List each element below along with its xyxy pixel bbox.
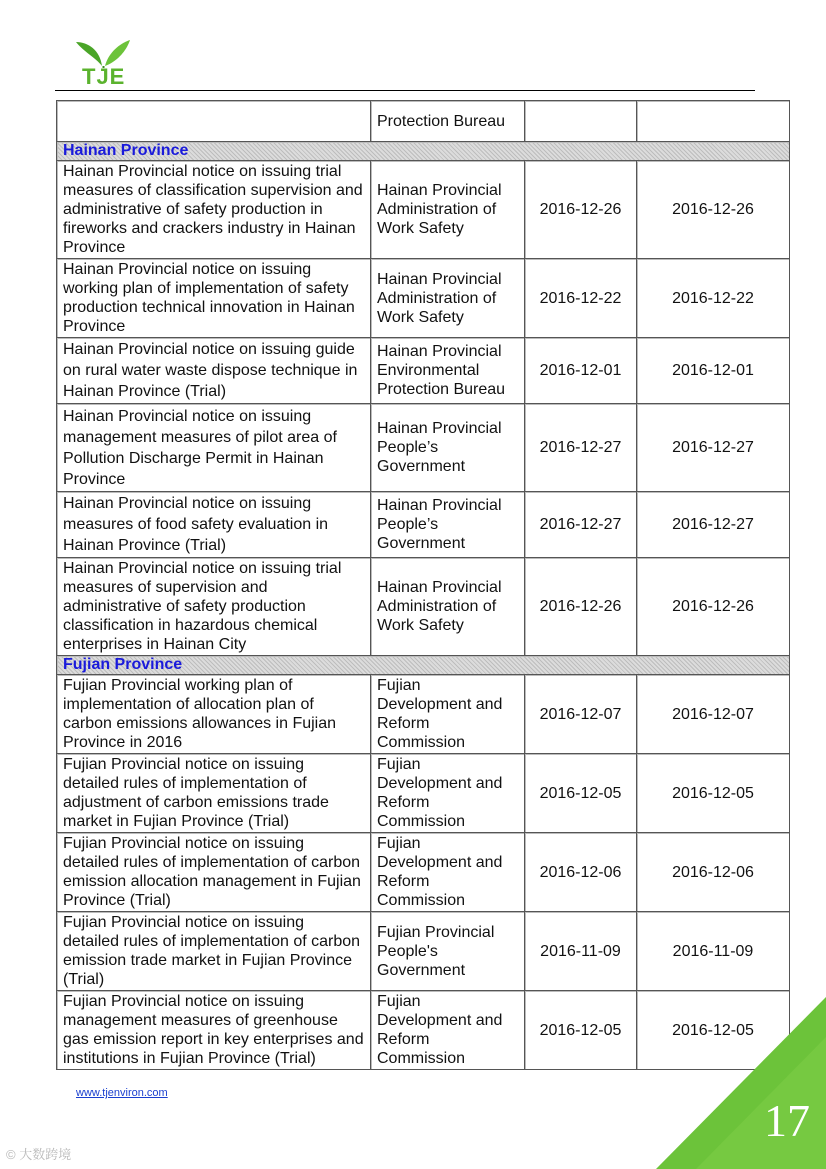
effective-date: 2016-12-06 xyxy=(637,833,790,912)
issuing-authority: Fujian Provincial People's Government xyxy=(371,912,525,991)
table-row xyxy=(57,912,790,991)
issuing-authority: Protection Bureau xyxy=(371,101,525,142)
regulations-table xyxy=(56,100,790,1070)
issuing-authority: Fujian Development and Reform Commission xyxy=(371,754,525,833)
regulation-title: Hainan Provincial notice on issuing trial measures of supervision and administrative of safety production classification in hazardous chemical enterprises in Hainan City xyxy=(57,558,371,656)
effective-date: 2016-12-07 xyxy=(637,675,790,754)
issue-date xyxy=(525,101,637,142)
issue-date: 2016-12-26 xyxy=(525,161,637,259)
regulation-title: Hainan Provincial notice on issuing trial measures of classification supervision and administrative of safety production in fireworks and crackers industry in Hainan Province xyxy=(57,161,371,259)
table-row xyxy=(57,675,790,754)
section-title: Fujian Province xyxy=(57,656,790,675)
effective-date: 2016-12-26 xyxy=(637,558,790,656)
issuing-authority: Hainan Provincial People’s Government xyxy=(371,492,525,558)
effective-date: 2016-12-26 xyxy=(637,161,790,259)
effective-date: 2016-12-22 xyxy=(637,259,790,338)
regulation-title: Fujian Provincial notice on issuing management measures of greenhouse gas emission report in key enterprises and institutions in Fujian Province (Trial) xyxy=(57,991,371,1070)
watermark-icon: © xyxy=(6,1147,16,1162)
regulation-title: Fujian Provincial working plan of implementation of allocation plan of carbon emissions allowances in Fujian Province in 2016 xyxy=(57,675,371,754)
logo-text: TJE xyxy=(82,64,126,89)
regulation-title: Hainan Provincial notice on issuing management measures of pilot area of Pollution Discharge Permit in Hainan Province xyxy=(57,404,371,492)
effective-date: 2016-12-05 xyxy=(637,754,790,833)
footer-website-link[interactable]: www.tjenviron.com xyxy=(76,1087,168,1099)
effective-date: 2016-12-01 xyxy=(637,338,790,404)
regulation-title: Hainan Provincial notice on issuing guide on rural water waste dispose technique in Hainan Province (Trial) xyxy=(57,338,371,404)
issue-date: 2016-12-05 xyxy=(525,991,637,1070)
table-row xyxy=(57,161,790,259)
page-number: 17 xyxy=(764,1095,810,1146)
table-row xyxy=(57,338,790,404)
regulation-title: Fujian Provincial notice on issuing detailed rules of implementation of adjustment of carbon emissions trade market in Fujian Province (Trial) xyxy=(57,754,371,833)
table-row xyxy=(57,404,790,492)
issuing-authority: Hainan Provincial People’s Government xyxy=(371,404,525,492)
issuing-authority: Hainan Provincial Administration of Work Safety xyxy=(371,558,525,656)
issuing-authority: Fujian Development and Reform Commission xyxy=(371,991,525,1070)
table-row xyxy=(57,558,790,656)
issuing-authority: Hainan Provincial Administration of Work Safety xyxy=(371,259,525,338)
regulation-title: Fujian Provincial notice on issuing detailed rules of implementation of carbon emission trade market in Fujian Province (Trial) xyxy=(57,912,371,991)
issuing-authority: Fujian Development and Reform Commission xyxy=(371,833,525,912)
section-title: Hainan Province xyxy=(57,142,790,161)
issue-date: 2016-12-01 xyxy=(525,338,637,404)
effective-date: 2016-12-27 xyxy=(637,404,790,492)
issuing-authority: Fujian Development and Reform Commission xyxy=(371,675,525,754)
issue-date: 2016-12-05 xyxy=(525,754,637,833)
section-header-hainan xyxy=(57,142,790,161)
header-divider xyxy=(55,90,755,91)
effective-date: 2016-11-09 xyxy=(637,912,790,991)
effective-date: 2016-12-05 xyxy=(637,991,790,1070)
regulation-title xyxy=(57,101,371,142)
issue-date: 2016-11-09 xyxy=(525,912,637,991)
issuing-authority: Hainan Provincial Environmental Protection Bureau xyxy=(371,338,525,404)
table-row xyxy=(57,101,790,142)
regulation-title: Hainan Provincial notice on issuing measures of food safety evaluation in Hainan Province (Trial) xyxy=(57,492,371,558)
effective-date: 2016-12-27 xyxy=(637,492,790,558)
issue-date: 2016-12-27 xyxy=(525,492,637,558)
issue-date: 2016-12-07 xyxy=(525,675,637,754)
effective-date xyxy=(637,101,790,142)
table-row xyxy=(57,259,790,338)
table-row xyxy=(57,833,790,912)
issue-date: 2016-12-27 xyxy=(525,404,637,492)
issue-date: 2016-12-06 xyxy=(525,833,637,912)
issue-date: 2016-12-22 xyxy=(525,259,637,338)
watermark xyxy=(6,1144,71,1163)
issuing-authority: Hainan Provincial Administration of Work Safety xyxy=(371,161,525,259)
table-row xyxy=(57,754,790,833)
watermark-text: 大数跨境 xyxy=(19,1147,72,1162)
section-header-fujian xyxy=(57,656,790,675)
regulation-title: Fujian Provincial notice on issuing detailed rules of implementation of carbon emission allocation management in Fujian Province (Trial) xyxy=(57,833,371,912)
issue-date: 2016-12-26 xyxy=(525,558,637,656)
regulation-title: Hainan Provincial notice on issuing working plan of implementation of safety production technical innovation in Hainan Province xyxy=(57,259,371,338)
table-row xyxy=(57,492,790,558)
